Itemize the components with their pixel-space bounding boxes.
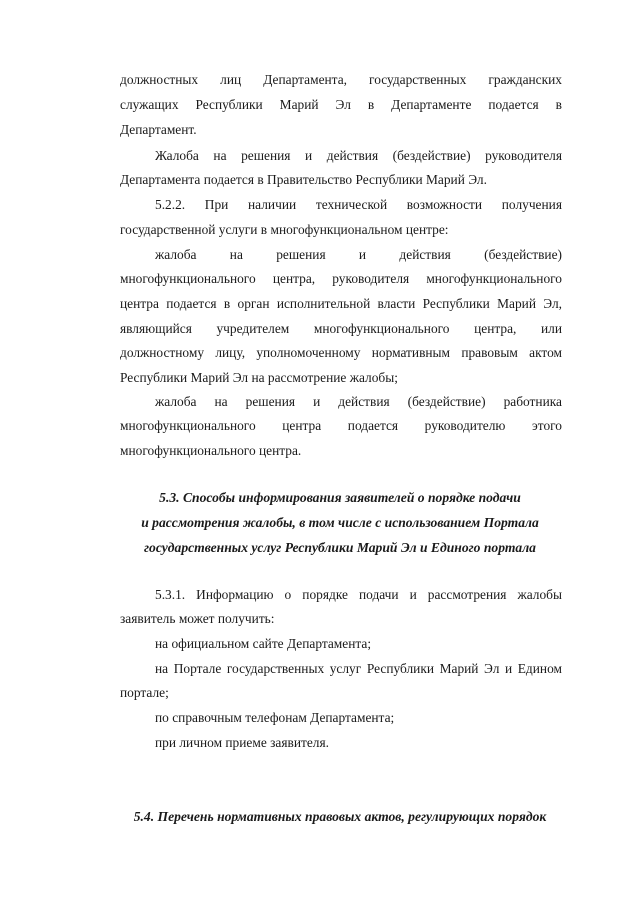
section-heading-5-4: 5.4. Перечень нормативных правовых актов, регулирующих порядок [133,809,547,824]
text-line: многофункционального центра подается руководителю этого [120,418,562,433]
text-line: по справочным телефонам Департамента; [155,710,395,725]
text-line: центра подается в орган исполнительной власти Республики Марий Эл, [120,296,562,311]
text-line: портале; [120,685,169,700]
text-line: являющийся учредителем многофункционального центра, или [120,321,562,336]
text-line: Жалоба на решения и действия (бездействие) руководителя [155,148,562,163]
section-heading-5-3: и рассмотрения жалобы, в том числе с использованием Портала [141,515,539,530]
text-line: государственной услуги в многофункциональном центре: [120,222,449,237]
text-line: на Портале государственных услуг Республики Марий Эл и Едином [155,661,562,676]
text-line: 5.3.1. Информацию о порядке подачи и рассмотрения жалобы [155,587,562,602]
text-line: на официальном сайте Департамента; [155,636,372,651]
text-line: должностных лиц Департамента, государственных гражданских [120,72,562,87]
text-line: должностному лицу, уполномоченному нормативным правовым актом [120,345,562,360]
text-line: при личном приеме заявителя. [155,735,329,750]
text-line: многофункционального центра, руководителя многофункционального [120,271,562,286]
text-line: 5.2.2. При наличии технической возможности получения [155,197,562,212]
text-line: многофункционального центра. [120,443,302,458]
text-line: заявитель может получить: [120,611,275,626]
text-line: Департамент. [120,122,197,137]
text-line: Департамента подается в Правительство Республики Марий Эл. [120,172,487,187]
section-heading-5-3: государственных услуг Республики Марий Эл и Единого портала [144,540,536,555]
section-heading-5-3: 5.3. Способы информирования заявителей о порядке подачи [159,490,521,505]
text-line: жалоба на решения и действия (бездействие) [155,247,562,262]
text-line: служащих Республики Марий Эл в Департаменте подается в [120,97,562,112]
text-line: жалоба на решения и действия (бездействие) работника [155,394,562,409]
text-line: Республики Марий Эл на рассмотрение жалобы; [120,370,398,385]
